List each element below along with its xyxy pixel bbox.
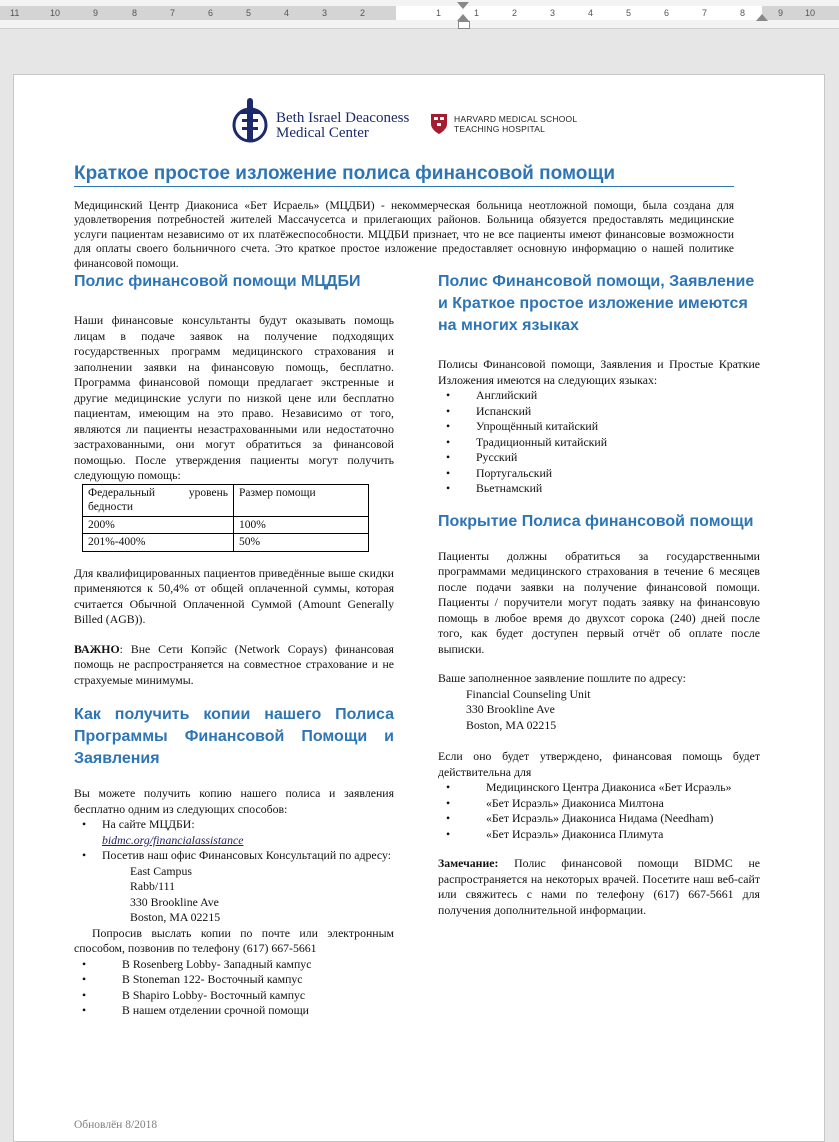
title-underline <box>74 186 734 187</box>
financial-assistance-link[interactable]: bidmc.org/financialassistance <box>102 832 244 847</box>
website-label: На сайте МЦДБИ: <box>102 817 195 831</box>
list-item: • Английский <box>438 388 760 404</box>
hms-logo-line1: HARVARD MEDICAL SCHOOL <box>454 114 578 124</box>
languages-list <box>438 388 760 497</box>
address-line: 330 Brookline Ave <box>130 894 219 909</box>
ruler-tick: 10 <box>805 8 816 18</box>
right-column <box>438 271 760 918</box>
list-item: • Вьетнамский <box>438 481 760 497</box>
ruler-tick: 5 <box>246 8 252 18</box>
ruler-tick: 9 <box>778 8 784 18</box>
languages-intro: Полисы Финансовой помощи, Заявления и Простые Краткие Изложения имеются на следующих языках: <box>438 357 760 387</box>
ruler-tick: 6 <box>208 8 214 18</box>
copies-heading: Как получить копии нашего Полиса Программы Финансовой Помощи и Заявления <box>74 706 394 767</box>
intro-paragraph: Медицинский Центр Диакониса «Бет Исраель» (МЦДБИ) - некоммерческая больница неотложной помощи, была создана для удовлетворения потребностей жителей Массачусетса и прилегающих районов. Больница обязуется предоставлять медицинские услуги пациентам независимо от их платёжеспособности. МЦДБИ признает, что не все пациенты имеют финансовые возможности для оплаты своего больничного счета. Это краткое простое изложение предоставляет основную информацию о нашей политике финансовой помощи. <box>74 199 734 270</box>
updated-date-footer: Обновлён 8/2018 <box>74 1119 158 1131</box>
list-item: • «Бет Исраэль» Диакониса Милтона <box>438 796 760 812</box>
address-line: Rabb/111 <box>130 879 175 893</box>
approved-text: Если оно будет утверждено, финансовая помощь будет действительна для <box>438 749 760 779</box>
list-item: • В нашем отделении срочной помощи <box>74 1003 394 1019</box>
hanging-indent-marker[interactable] <box>457 14 469 21</box>
ruler-tick: 5 <box>626 8 632 18</box>
ruler-tick: 1 <box>436 8 442 18</box>
table-row <box>83 516 369 534</box>
header-logos <box>232 97 612 147</box>
list-item: • Медицинского Центра Диакониса «Бет Исраэль» <box>438 780 760 796</box>
list-item: • Португальский <box>438 466 760 482</box>
bidmc-logo-line2: Medical Center <box>276 125 369 141</box>
table-cell: 201%-400% <box>83 534 234 552</box>
important-label: ВАЖНО <box>74 641 120 656</box>
address-line: Boston, MA 02215 <box>466 717 557 732</box>
send-address <box>438 687 760 734</box>
hms-logo-line2: TEACHING HOSPITAL <box>454 124 546 134</box>
horizontal-ruler[interactable] <box>0 0 839 29</box>
languages-heading: Полис Финансовой помощи, Заявление и Краткое простое изложение имеются на многих языках <box>438 273 755 334</box>
list-item: • Русский <box>438 450 760 466</box>
assistance-table <box>82 484 369 552</box>
list-item: • В Shapiro Lobby- Восточный кампус <box>74 988 394 1004</box>
list-item: • «Бет Исраэль» Диакониса Нидама (Needham) <box>438 811 760 827</box>
bidmc-logo-text <box>276 111 409 141</box>
ruler-tick: 2 <box>512 8 518 18</box>
table-cell: 100% <box>234 516 369 534</box>
list-item: • В Stoneman 122- Восточный кампус <box>74 972 394 988</box>
left-indent-marker[interactable] <box>458 21 470 29</box>
table-header-row <box>83 484 369 516</box>
table-header-cell: Федеральный уровень бедности <box>83 484 234 516</box>
list-item: • Упрощённый китайский <box>438 419 760 435</box>
address-line: Boston, MA 02215 <box>130 910 221 924</box>
left-column <box>74 271 394 1019</box>
ruler-tick: 6 <box>664 8 670 18</box>
harvard-shield-icon <box>430 113 448 135</box>
ruler-tick: 9 <box>93 8 99 18</box>
office-address <box>102 864 394 926</box>
hms-logo-text <box>454 114 577 134</box>
ruler-tick: 3 <box>322 8 328 18</box>
first-line-indent-marker[interactable] <box>457 2 469 9</box>
facilities-list <box>438 780 760 842</box>
ruler-tick: 2 <box>360 8 366 18</box>
ruler-tick: 4 <box>284 8 290 18</box>
document-title: Краткое простое изложение полиса финансовой помощи <box>74 163 616 184</box>
important-paragraph <box>74 642 394 689</box>
list-item <box>74 848 394 926</box>
ruler-tick: 8 <box>740 8 746 18</box>
table-row <box>83 534 369 552</box>
agb-paragraph: Для квалифицированных пациентов приведённые выше скидки применяются к 50,4% от общей оплаченной суммы, которая считается Обычной Оплаченной Суммой (Amount Generally Billed (AGB)). <box>74 565 394 626</box>
coverage-paragraph: Пациенты должны обратиться за государственными программами медицинского страхования в течение 6 месяцев после подачи заявки на получение финансовой помощи. Пациенты / поручители могут подать заявку на финансовую помощь в любое время до двухсот сорока (240) дней после того, как будет доступен первый отчёт об оплате после выписки. <box>438 548 760 656</box>
policy-heading: Полис финансовой помощи МЦДБИ <box>74 273 361 290</box>
ruler-tick: 7 <box>170 8 176 18</box>
important-text: : Вне Сети Копэйс (Network Copays) финансовая помощь не распространяется на совместное страхование и не страхуемые минимумы. <box>74 641 394 687</box>
ruler-tick: 1 <box>474 8 480 18</box>
bidmc-logo-line1: Beth Israel Deaconess <box>276 110 410 126</box>
ruler-right-margin <box>762 6 839 20</box>
table-cell: 50% <box>234 534 369 552</box>
ruler-tick: 10 <box>50 8 61 18</box>
policy-paragraph: Наши финансовые консультанты будут оказывать помощь лицам в подаче заявок на получение подходящих государственных программ медицинского страхования и заполнении заявки на финансовую помощь, бесплатно. Программа финансовой помощи предлагает экстренные и другие медицинские услуги по низкой цене или бесплатно пациентам, имеющим на это право. Независимо от того, являются ли пациенты незастрахованными или недостаточно застрахованными, они могут обратиться за финансовой помощью. После утверждения пациенты могут получить следующую помощь: <box>74 313 394 482</box>
ruler-tick: 3 <box>550 8 556 18</box>
table-cell: 200% <box>83 516 234 534</box>
note-label: Замечание: <box>438 856 499 870</box>
ruler-tick: 7 <box>702 8 708 18</box>
bidmc-logo-icon <box>232 97 272 145</box>
visit-office-text: Посетив наш офис Финансовых Консультаций по адресу: <box>102 848 392 862</box>
locations-list <box>74 957 394 1019</box>
ruler-tick: 11 <box>10 8 20 18</box>
list-item: • «Бет Исраэль» Диакониса Плимута <box>438 827 760 843</box>
copies-intro: Вы можете получить копию нашего полиса и заявления бесплатно одним из следующих способов: <box>74 786 394 816</box>
address-line: Financial Counseling Unit <box>466 686 591 701</box>
list-item <box>74 817 394 848</box>
table-header-cell: Размер помощи <box>234 484 369 516</box>
address-line: East Campus <box>130 863 192 878</box>
address-line: 330 Brookline Ave <box>466 702 555 716</box>
mail-request-text: Попросив выслать копии по почте или электронным способом, позвонив по телефону (617) 667-5661 <box>74 925 394 955</box>
copies-methods-list <box>74 817 394 926</box>
send-application-text: Ваше заполненное заявление пошлите по адресу: <box>438 671 686 685</box>
list-item: • Традиционный китайский <box>438 435 760 451</box>
document-page[interactable] <box>13 74 825 1142</box>
ruler-tick: 8 <box>132 8 138 18</box>
right-indent-marker[interactable] <box>756 14 768 21</box>
ruler-tick: 4 <box>588 8 594 18</box>
list-item: • Испанский <box>438 404 760 420</box>
note-paragraph <box>438 856 760 918</box>
note-text: Полис финансовой помощи BIDMC не распространяется на некоторых врачей. Посетите наш веб-сайт или свяжитесь с нами по телефону (617) 667-5661 для получения дополнительной информации. <box>438 856 760 917</box>
coverage-heading: Покрытие Полиса финансовой помощи <box>438 512 754 530</box>
list-item: • В Rosenberg Lobby- Западный кампус <box>74 957 394 973</box>
